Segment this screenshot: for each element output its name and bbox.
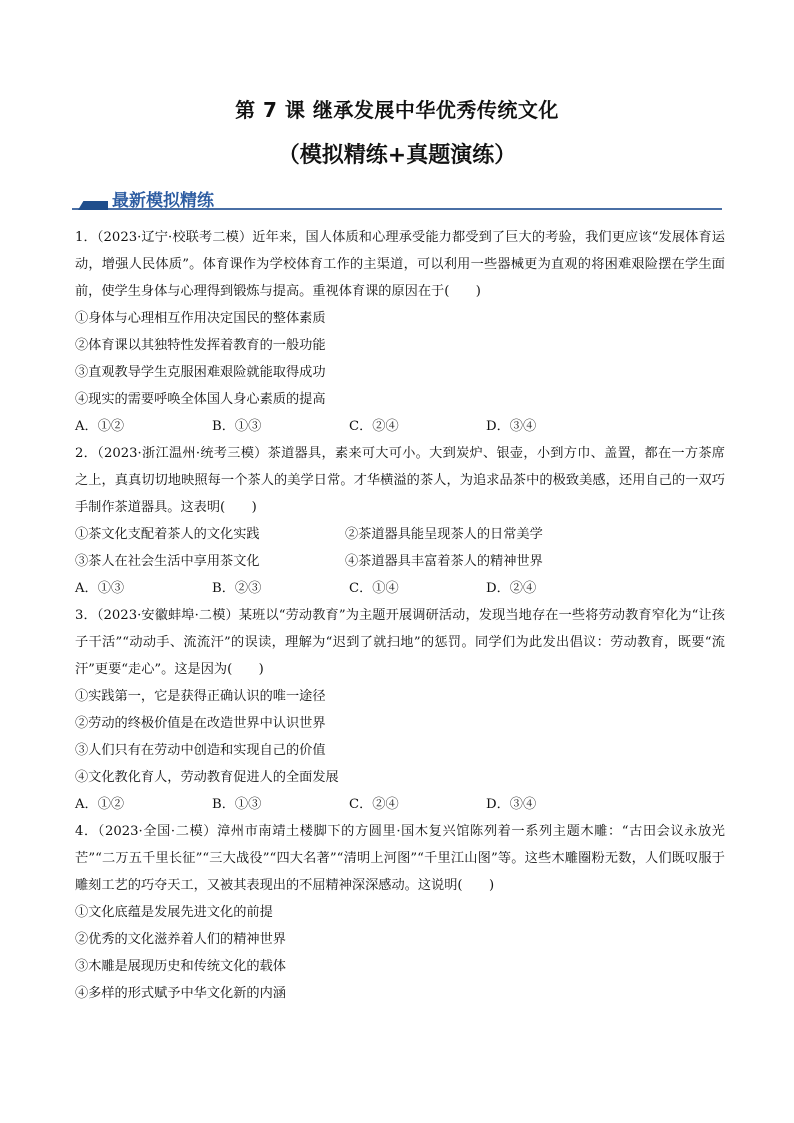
answer-choice-c[interactable]: C．②④ — [349, 419, 399, 434]
option-item: ③人们只有在劳动中创造和实现自己的价值 — [75, 743, 326, 758]
option-item: ②优秀的文化滋养着人们的精神世界 — [75, 932, 286, 947]
answer-choice-c[interactable]: C．①④ — [349, 581, 399, 596]
option-item: ④文化教化育人，劳动教育促进人的全面发展 — [75, 770, 339, 785]
question-list — [75, 224, 725, 1007]
question-stem: 1．（2023·辽宁·校联考二模）近年来，国人体质和心理承受能力都受到了巨大的考验，我们更应该“发展体育运动，增强人民体质”。体育课作为学校体育工作的主渠道，可以利用一些器械更为直观的将困难艰险摆在学生面前，使学生身体与心理得到锻炼与提高。重视体育课的原因在于( ) — [75, 230, 725, 299]
answer-choice-a[interactable]: A．①③ — [75, 581, 125, 596]
section-title: 最新模拟精练 — [112, 191, 214, 211]
answer-choice-c[interactable]: C．②④ — [349, 797, 399, 812]
answer-choice-b[interactable]: B．①③ — [212, 797, 262, 812]
option-item: ③茶人在社会生活中享用茶文化 — [75, 554, 260, 569]
option-item: ③直观教导学生克服困难艰险就能取得成功 — [75, 365, 326, 380]
option-item: ①身体与心理相互作用决定国民的整体素质 — [75, 311, 326, 326]
option-row — [75, 521, 725, 548]
option-row — [75, 548, 725, 575]
answer-choice-a[interactable]: A．①② — [75, 797, 125, 812]
answer-choice-d[interactable]: D．②④ — [486, 581, 537, 596]
question-3 — [75, 602, 725, 818]
option-item: ②劳动的终极价值是在改造世界中认识世界 — [75, 716, 326, 731]
option-item: ②体育课以其独特性发挥着教育的一般功能 — [75, 338, 326, 353]
lesson-title: 第 7 课 继承发展中华优秀传统文化 — [235, 98, 559, 122]
section-header — [72, 186, 722, 212]
option-item: ④现实的需要呼唤全体国人身心素质的提高 — [75, 392, 326, 407]
question-2 — [75, 440, 725, 602]
option-item: ④多样的形式赋予中华文化新的内涵 — [75, 986, 286, 1001]
option-item: ③木雕是展现历史和传统文化的载体 — [75, 959, 286, 974]
answer-choices — [75, 413, 725, 440]
question-4 — [75, 818, 725, 1007]
answer-choice-a[interactable]: A．①② — [75, 419, 125, 434]
answer-choice-b[interactable]: B．①③ — [212, 419, 262, 434]
answer-choices — [75, 575, 725, 602]
lesson-subtitle: （模拟精练+真题演练） — [277, 143, 517, 168]
section-marker-icon — [78, 201, 108, 210]
question-stem: 4．（2023·全国·二模）漳州市南靖土楼脚下的方圆里·国木复兴馆陈列着一系列主题木雕：“古田会议永放光芒”“二万五千里长征”“三大战役”“四大名著”“清明上河图”“千里江山图”等。这些木雕圈粉无数，人们既叹服于雕刻工艺的巧夺天工，又被其表现出的不屈精神深深感动。这说明( ) — [75, 824, 725, 893]
option-item: ②茶道器具能呈现茶人的日常美学 — [345, 527, 543, 542]
answer-choice-d[interactable]: D．③④ — [486, 797, 537, 812]
option-item: ①实践第一，它是获得正确认识的唯一途径 — [75, 689, 326, 704]
answer-choice-b[interactable]: B．②③ — [212, 581, 262, 596]
answer-choices — [75, 791, 725, 818]
question-stem: 2．（2023·浙江温州·统考三模）茶道器具，素来可大可小。大到炭炉、银壶，小到方巾、盖置，都在一方茶席之上，真真切切地映照每一个茶人的美学日常。才华横溢的茶人，为追求品茶中的极致美感，还用自己的一双巧手制作茶道器具。这表明( ) — [75, 446, 725, 515]
option-item: ④茶道器具丰富着茶人的精神世界 — [345, 554, 543, 569]
question-1 — [75, 224, 725, 440]
option-item: ①文化底蕴是发展先进文化的前提 — [75, 905, 273, 920]
question-stem: 3．（2023·安徽蚌埠·二模）某班以“劳动教育”为主题开展调研活动，发现当地存在一些将劳动教育窄化为“让孩子干活”“动动手、流流汗”的误读，理解为“迟到了就扫地”的惩罚。同学们为此发出倡议：劳动教育，既要“流汗”更要“走心”。这是因为( ) — [75, 608, 725, 677]
option-item: ①茶文化支配着茶人的文化实践 — [75, 527, 260, 542]
answer-choice-d[interactable]: D．③④ — [486, 419, 537, 434]
